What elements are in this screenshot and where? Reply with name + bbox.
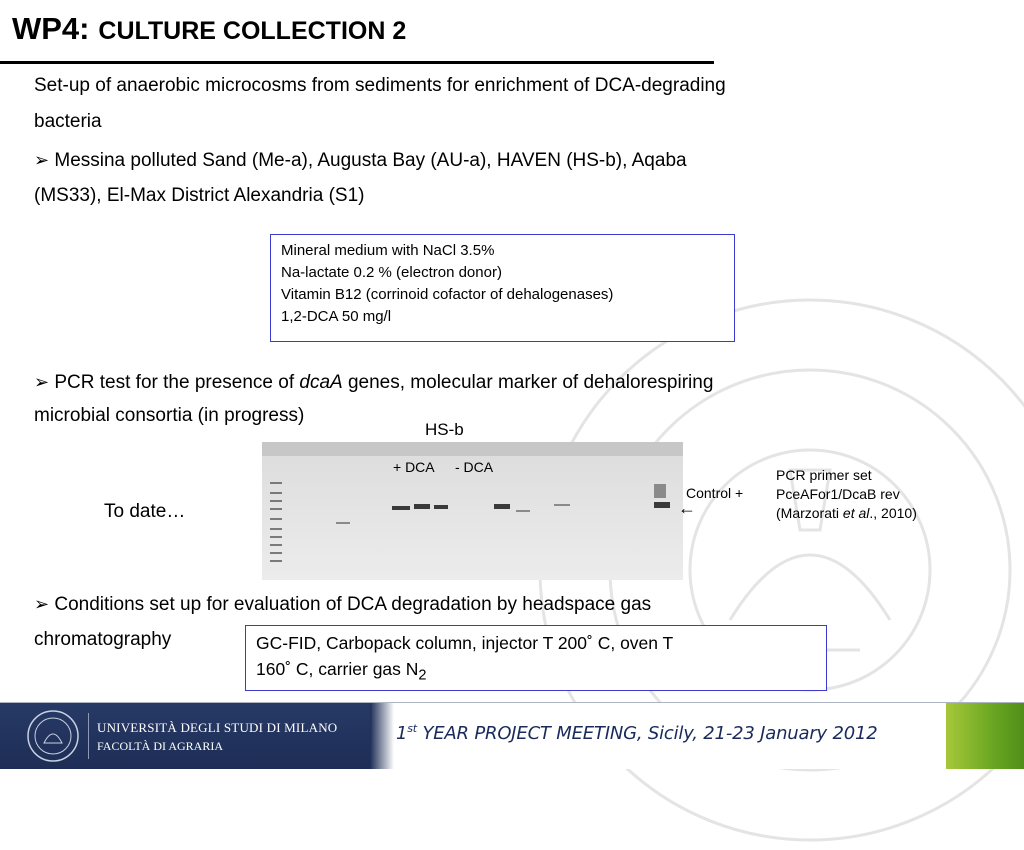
- plus-dca-label: + DCA: [393, 459, 435, 475]
- faculty-name: FACOLTÀ DI AGRARIA: [97, 739, 224, 753]
- gc-subscript: 2: [418, 667, 427, 684]
- bullet-sites: [34, 142, 687, 179]
- medium-line: Na-lactate 0.2 % (electron donor): [281, 264, 502, 281]
- bullet-pcr-pre: PCR test for the presence of: [54, 372, 300, 393]
- university-logo-icon: [26, 709, 80, 763]
- title-main: CULTURE COLLECTION 2: [98, 17, 407, 45]
- medium-line: 1,2-DCA 50 mg/l: [281, 308, 392, 325]
- bullet-gc: [34, 586, 651, 623]
- primer-line2: PceAFor1/DcaB rev: [776, 486, 900, 502]
- meeting-number: 1: [396, 723, 408, 744]
- primer-ref-italic: et al: [842, 505, 870, 521]
- footer-gradient: [370, 703, 394, 769]
- bullet-gc-text: Conditions set up for evaluation of DCA degradation by headspace gas: [54, 594, 652, 615]
- primer-line3: [776, 504, 917, 523]
- meeting-caption: [396, 722, 878, 744]
- gc-line1: GC-FID, Carbopack column, injector T 200˚ C, oven T: [256, 633, 674, 653]
- meeting-ordinal: st: [407, 722, 417, 735]
- intro-text-line1: Set-up of anaerobic microcosms from sediments for enrichment of DCA-degrading: [34, 75, 726, 96]
- bullet-arrow-icon: ➢: [34, 594, 50, 614]
- bullet-pcr-line2: microbial consortia (in progress): [34, 405, 305, 426]
- medium-info-box: [270, 234, 735, 342]
- primer-ref-pre: (Marzorati: [776, 505, 843, 521]
- primer-ref-post: ., 2010): [869, 505, 917, 521]
- to-date-text: To date…: [104, 501, 186, 522]
- hs-b-label: HS-b: [425, 420, 464, 439]
- title-underline: [0, 61, 714, 64]
- gc-line2-text: 160˚ C, carrier gas N: [256, 659, 419, 679]
- bullet-pcr-gene: dcaA: [299, 372, 343, 393]
- bullet-pcr: [34, 364, 713, 401]
- meeting-text: YEAR PROJECT MEETING, Sicily, 21-23 January 2012: [416, 723, 878, 744]
- medium-line: Mineral medium with NaCl 3.5%: [281, 242, 495, 259]
- gc-info-box: [245, 625, 827, 691]
- bullet-sites-text: Messina polluted Sand (Me-a), Augusta Bay (AU-a), HAVEN (HS-b), Aqaba: [54, 150, 687, 171]
- bullet-pcr-post: genes, molecular marker of dehalorespiring: [342, 372, 714, 393]
- medium-line: Vitamin B12 (corrinoid cofactor of dehalogenases): [281, 286, 614, 303]
- left-arrow-icon: ←: [678, 498, 696, 518]
- footer-university-band: [0, 703, 370, 769]
- bullet-sites-line2: (MS33), El-Max District Alexandria (S1): [34, 185, 365, 206]
- title-prefix: WP4:: [12, 11, 90, 46]
- slide-footer: [0, 702, 1024, 769]
- university-name: UNIVERSITÀ DEGLI STUDI DI MILANO: [97, 720, 338, 735]
- primer-line1: PCR primer set: [776, 467, 872, 483]
- control-plus-label: Control +: [686, 485, 744, 501]
- minus-dca-label: - DCA: [455, 459, 494, 475]
- footer-green-block: [946, 703, 1024, 769]
- bullet-gc-line2: chromatography: [34, 629, 172, 650]
- gc-line2: [256, 656, 816, 689]
- bullet-arrow-icon: ➢: [34, 372, 50, 392]
- bullet-arrow-icon: ➢: [34, 150, 50, 170]
- intro-text-line2: bacteria: [34, 111, 102, 132]
- primer-info: [776, 466, 917, 523]
- slide-title: [12, 10, 406, 47]
- footer-divider: [88, 713, 89, 759]
